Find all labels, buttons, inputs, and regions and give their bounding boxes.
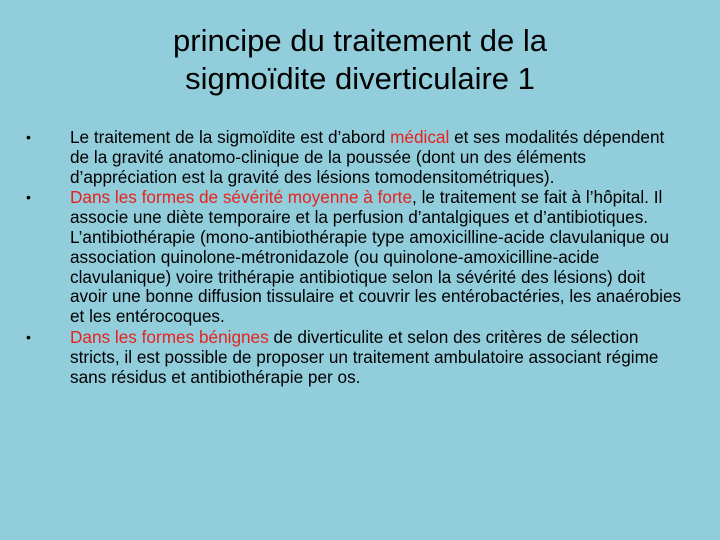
bullet-text: Le traitement de la sigmoïdite est d’abord [70,127,391,147]
bullet-icon: • [26,189,31,206]
bullet-item [24,128,684,187]
slide-title [60,22,660,98]
highlighted-text: Dans les formes de sévérité moyenne à forte [70,187,413,208]
highlighted-text: Dans les formes bénignes [70,326,269,347]
bullet-item [24,328,684,387]
slide-title-line-2: sigmoïdite diverticulaire 1 [185,61,535,96]
bullet-text: , le traitement se fait à l’hôpital. Il associe une diète temporaire et la perfusion d’antalgiques et d’antibiotiques. L’antibiothérapie (mono-antibiothérapie type amoxicilline-acide clavulanique ou association quinolone-métronidazole (ou quinolone-amoxicilline-acide clavulanique) voire trithérapie antibiotique selon la sévérité des lésions) doit avoir une bonne diffusion tissulaire et couvrir les entérobactéries, les anaérobies et les entérocoques. [70,187,682,327]
bullet-list [24,128,684,388]
bullet-text: et ses modalités dépendent de la gravité anatomo-clinique de la poussée (dont un des éléments d’appréciation est la gravité des lésions tomodensitométriques). [70,127,665,187]
highlighted-text: médical [390,127,450,147]
slide-title-line-1: principe du traitement de la [173,23,547,58]
bullet-text: de diverticulite et selon des critères de sélection stricts, il est possible de proposer un traitement ambulatoire associant régime sans résidus et antibiothérapie per os. [70,326,659,387]
bullet-icon: • [26,328,31,345]
bullet-icon: • [26,129,31,145]
bullet-item [24,188,684,327]
